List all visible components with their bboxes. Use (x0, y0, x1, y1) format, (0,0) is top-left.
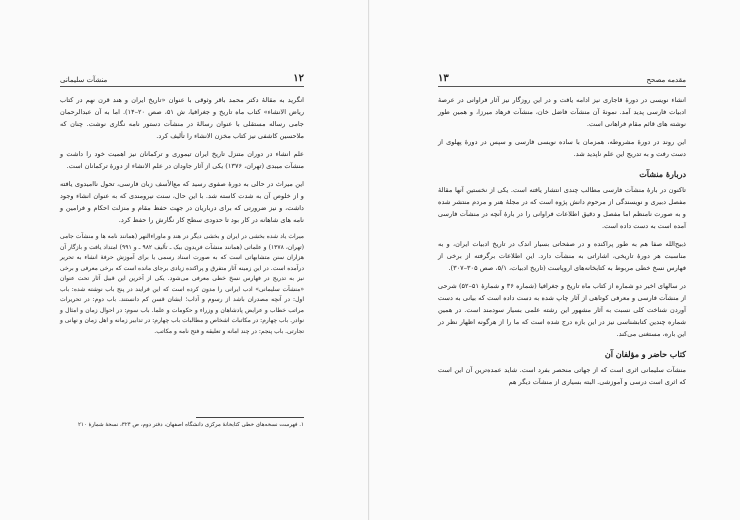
left-page-header (60, 70, 304, 84)
left-page (0, 0, 369, 520)
paragraph: انشاء نویسی در دورهٔ قاجاری نیز ادامه یافت و در این روزگار نیز آثار فراوانی در عرصهٔ ادبیات فارسی پدید آمد. نمونهٔ آن منشآت فاضل خان، منشآت فرهاد میرزا، و همین طور نوشته های قائم مقام فراهانی است. (438, 96, 686, 128)
paragraph: میراث یاد شده بخشی در ایران و بخشی دیگر در هند و ماوراءالنهر (همانند نامه ها و منشآت جامی (تهران، ۱۳۷۸) و علماتی (همانند منشآت فریدون بیک ـ تألیف ۹۸۲ ـ و ۹۹۱) امتداد یافت و بازگار آن هزاران سنن متشابهاتی است که به صورت اسناد رسمی یا برای آموزش حرفهٔ انشاء به تحریر درآمده است. در این زمینه آثار متفرق و پراکنده زیادی برجای مانده است که برخی معرفی و برخی نیز به تدریج در فهارس نسخ خطی معرفی می‌شود. یکی از آخرین این قبیل آثار تحت عنوان «منشآت سلیمانی» ادب ایرانی را مدون کرده است که این فرایند در پنج باب نوشته شده: باب اول: در آنچه مصدران باشد از رسوم و آداب؛ ایشان قسن کم دانستند. باب دوم: در تحریرات مراتب خطاب و عرایض پادشاهان و وزراء و حکومات و علما. باب سوم: در احوال زمان و امثال و نوادر. باب چهارم: در مکاتبات اشخاص و مطالبات باب چهارم: در تدابیر زمانه و اهل زمان و نهانی و تجارتی. باب پنجم: در چند امانه و تعلیقه و فتح نامه و مکاتب. (60, 233, 304, 335)
right-page-header (438, 70, 686, 84)
running-title: مقدمه مصحح (646, 76, 686, 84)
paragraph: در سالهای اخیر دو شماره از کتاب ماه تاریخ و جغرافیا (شماره ۳۶ و شمارهٔ ۵۱–۵۲) شرحی از منشآت فارسی و معرفی کوتاهی از آثار چاپ شده به دست داده است که بیانی به دست آوردن شناخت کلی نسبت به آثار مشهور این رشته علمی بسیار سودمند است. در همین شماره چندین کتابشناسی نیز در این بازه درج شده است که ما را از هرگونه اظهار نظر در این باره، مستغنی می‌کند. (438, 282, 686, 338)
header-rule (438, 86, 686, 87)
paragraph: انگرید به مقالهٔ دکتر محمد باقر وثوقی با عنوان «تاریخ ایران و هند قرن نهم در کتاب ریاض الانشاء» کتاب ماه تاریخ و جغرافیا، ش ۵۱، صص ۲۰–۱۴). اما به آن عبدالرحمان جامی رساله مستقلی با عنوان رسالهٔ در منشآت دستور نامه نگاری نوشت. چنان که ملاحسین کاشفی نیز کتاب مخزن الانشاء را تألیف کرد. (60, 96, 305, 140)
footnote: ۱. فهرست نسخه‌های خطی کتابخانهٔ مرکزی دانشگاه اصفهان، دفتر دوم، ص ۳۲۴، نسخهٔ شمارهٔ ۲۱۰ (77, 422, 304, 428)
section-heading: کتاب حاضر و مؤلفان آن (604, 349, 686, 359)
header-rule (60, 86, 304, 87)
section-heading: دربارهٔ منشآت (639, 169, 686, 179)
right-page-body (438, 94, 686, 394)
paragraph: علم انشاء در دوران متنزل تاریخ ایران تیموری و ترکمانان نیز اهمیت خود را داشت و منشآت میبدی (تهران، ۱۳۷۶) یکی از آثار جاودان در علم الانشاء از دورهٔ ترکمانان است. (60, 150, 304, 170)
paragraph: ذبیح‌الله صفا هم به طور پراکنده و در صفحاتی بسیار اندک در تاریخ ادبیات ایران، و به مناسبت هر دورهٔ تاریخی، اشاراتی به منشآت دارد. این اطلاعات برگرفته از برخی از فهارس نسخ خطی مربوط به کتابخانه‌های اروپاست (تاریخ ادبیات، ۵/۱، صص ۳۰۵–۳۰۷). (438, 240, 686, 272)
paragraph: منشآت سلیمانی اثری است که از جهاتی منحصر بفرد است. شاید عمده‌ترین آن این است که اثری است درسی و آموزشی. البته بسیاری از منشآت دیگر هم (438, 366, 686, 386)
footnote-rule (196, 417, 304, 418)
right-page (370, 0, 740, 520)
running-title: منشآت سلیمانی (60, 76, 108, 84)
page-number: ۱۳ (438, 73, 449, 84)
paragraph: این روند در دورهٔ مشروطه، همزمان با ساده نویسی فارسی و سپس در دورهٔ پهلوی از دست رفت و به تدریج این علم ناپدید شد. (438, 138, 686, 158)
paragraph: تاکنون در بارهٔ منشآت فارسی مطالب چندی انتشار یافته است. یکی از نخستین آنها مقالهٔ مفصل دبیری و نویسندگی از مرحوم دانش پژوه است که در مجلهٔ هنر و مردم منتشر شده و به صورت نامنظم اما مفصل و دقیق اطلاعات فراوانی را در بارهٔ آنچه در منشآت فارسی آمده است به دست داده است. (438, 186, 686, 230)
page-number: ۱۲ (293, 73, 304, 84)
paragraph: این میراث در حالی به دورهٔ صفوی رسید که مع‌الأسف زبان فارسی، تحول ناامیدوی یافته و از خلوص آن به شدت کاسته شد. با این حال، سنت نیرومندی که به عنوان انشاء وجود داشت، و نیز ضرورتی که برای درباریان در جهت حفظ مقام و منزلت احکام و فرامین و نامه های شاهانه در کار بود تا حدودی سطح کار نگارش را حفظ کرد. (60, 180, 304, 224)
left-page-body (60, 94, 304, 343)
